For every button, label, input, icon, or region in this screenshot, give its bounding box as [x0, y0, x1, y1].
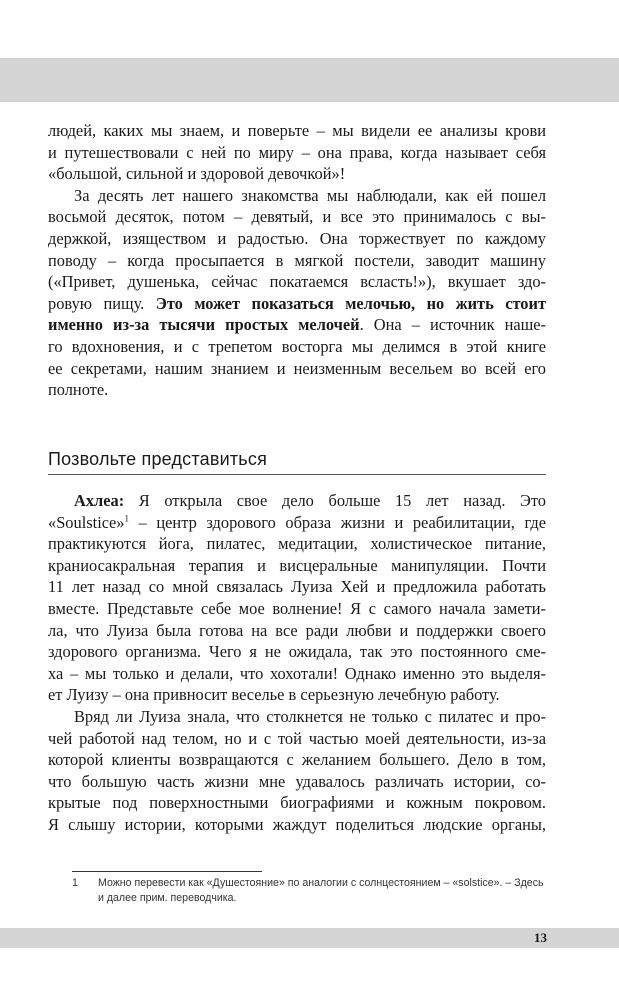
body-text-top	[48, 120, 546, 401]
text-line: За десять лет нашего знакомства мы наблюдали, как ей пошел	[74, 185, 546, 205]
text-line: «большой, сильной и здоровой девочкой»!	[48, 164, 346, 184]
body-text-bottom	[48, 490, 546, 836]
emphasis-text: именно из-за тысячи простых мелочей	[48, 315, 360, 335]
text-line	[48, 490, 546, 512]
emphasis-text: Это может показаться мелочью, но жить стоит	[155, 293, 546, 313]
footnote-ref[interactable]: 1	[124, 513, 129, 524]
text-run: – центр здорового образа жизни и реабилитации, где	[129, 512, 546, 532]
text-line: держкой, изяществом и радостью. Она торжествует по каждому	[48, 228, 546, 248]
text-line: го вдохновения, и с трепетом восторга мы делимся в этой книге	[48, 336, 546, 356]
text-line: ет Луизу – она привносит веселье в серьезную лечебную работу.	[48, 685, 500, 705]
text-line: 11 лет назад со мной связалась Луиза Хей и предложила работать	[48, 577, 546, 597]
text-line: людей, каких мы знаем, и поверьте – мы видели ее анализы крови	[48, 121, 546, 140]
text-line: и путешествовали с ней по миру – она права, когда называет себя	[48, 142, 546, 162]
text-line: что большую часть жизни мне удавалось различать истории, со-	[48, 771, 546, 791]
header-band	[0, 58, 619, 102]
section-heading: Позвольте представиться	[48, 449, 268, 469]
text-line: ее секретами, нашим знанием и неизменным весельем во всей его	[48, 358, 546, 378]
text-line: краниосакральная терапия и висцеральные манипуляции. Почти	[48, 555, 546, 575]
text-line: здорового организма. Чего я не ожидала, так это постоянного сме-	[48, 642, 546, 662]
text-run: «Soulstice»	[48, 512, 125, 532]
heading-divider	[48, 474, 546, 475]
text-line: ла, что Луиза была готова на все ради любви и поддержки своего	[48, 620, 546, 640]
text-line: восьмой десяток, потом – девятый, и все это принималось с вы-	[48, 207, 546, 227]
text-line: ха – мы только и делали, что хохотали! Однако именно это выделя-	[48, 663, 546, 683]
footnote-divider	[72, 871, 262, 872]
speaker-name: Ахлеа:	[74, 491, 125, 510]
text-run: ровую пищу.	[48, 293, 156, 313]
page-number: 13	[534, 930, 547, 945]
footnote	[72, 876, 550, 906]
text-line: полноте.	[48, 380, 109, 400]
footnote-number: 1	[72, 877, 78, 889]
text-line	[48, 293, 546, 315]
text-line: практикуются йога, пилатес, медитации, холистическое питание,	[48, 534, 546, 554]
text-run: Я открыла свое дело больше 15 лет назад. Это	[124, 491, 546, 510]
text-line	[48, 512, 546, 534]
text-line: Вряд ли Луиза знала, что столкнется не только с пилатес и про-	[74, 706, 546, 726]
text-line: которой клиенты возвращаются с желанием большего. Дело в том,	[48, 750, 546, 770]
footer-band	[0, 928, 619, 948]
text-line	[48, 314, 546, 336]
text-line: («Привет, душенька, сейчас покатаемся всласть!»), вкушает здо-	[48, 272, 546, 292]
text-line: поводу – когда просыпается в мягкой постели, заводит машину	[48, 250, 546, 270]
text-line: крытые под поверхностными биографиями и кожным покровом.	[48, 793, 546, 813]
footnote-text: Можно перевести как «Душестояние» по аналогии с солнцестоянием – «solstice». – Здесь и далее прим. переводчика.	[98, 877, 544, 904]
text-run: . Она – источник наше-	[359, 315, 547, 335]
text-line: чей работой над телом, но и с той частью моей деятельности, из-за	[48, 728, 546, 748]
text-line: Я слышу истории, которыми жаждут поделиться людские органы,	[48, 814, 546, 834]
text-line: вместе. Представьте себе мое волнение! Я с самого начала замети-	[48, 598, 546, 618]
